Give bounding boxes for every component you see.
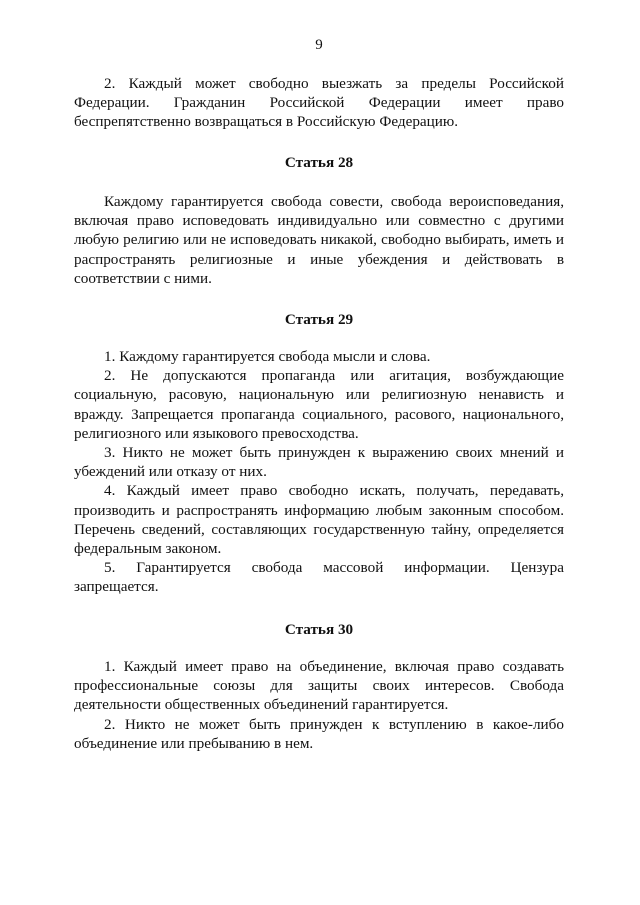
paragraph-line: вражду. Запрещается пропаганда социального, расового, национального, (74, 405, 564, 423)
paragraph-line: соответствии с ними. (74, 269, 212, 287)
paragraph-line: Каждому гарантируется свобода совести, свобода вероисповедания, (104, 193, 564, 210)
paragraph-line: федеральным законом. (74, 540, 222, 558)
article-heading: Статья 28 (284, 154, 354, 171)
paragraph-line: включая право исповедовать индивидуально или совместно с другими (74, 212, 564, 230)
paragraph-line: 1. Каждому гарантируется свобода мысли и слова. (104, 348, 431, 365)
article-heading: Статья 29 (284, 311, 354, 328)
paragraph-line: беспрепятственно возвращаться в Российскую Федерацию. (74, 113, 459, 131)
article-30-body (74, 657, 564, 753)
paragraph-line: Федерации. Гражданин Российской Федерации имеет право (74, 94, 564, 112)
paragraph-line: Перечень сведений, составляющих государственную тайну, определяется (74, 520, 564, 538)
paragraph-line: производить и распространять информацию любым законным способом. (74, 501, 564, 519)
article-28-body (74, 192, 564, 288)
paragraph-line: социальную, расовую, национальную или религиозную ненависть и (74, 386, 564, 404)
article-heading: Статья 30 (284, 621, 354, 638)
paragraph-line: 3. Никто не может быть принужден к выражению своих мнений и (104, 444, 564, 462)
paragraph-line: объединение или пребыванию в нем. (74, 734, 314, 752)
paragraph-line: 2. Никто не может быть принужден к вступлению в какое-либо (104, 715, 564, 733)
paragraph-line: любую религию или не исповедовать никакой, свободно выбирать, иметь и (74, 231, 564, 249)
article-30 (74, 620, 564, 639)
paragraph-line: 1. Каждый имеет право на объединение, включая право создавать (104, 658, 564, 675)
paragraph-line: убеждений или отказу от них. (74, 463, 267, 481)
paragraph-line: деятельности общественных объединений гарантируется. (74, 696, 449, 714)
page-number: 9 (315, 37, 323, 53)
paragraph-line: 4. Каждый имеет право свободно искать, получать, передавать, (104, 482, 564, 500)
paragraph-line: запрещается. (74, 578, 159, 596)
paragraph-line: 2. Каждый может свободно выезжать за пределы Российской (104, 75, 564, 92)
paragraph-line: распространять религиозные и иные убеждения и действовать в (74, 250, 564, 268)
article-27-part-2 (74, 74, 564, 132)
article-29-body (74, 347, 564, 597)
paragraph-line: религиозного или языкового превосходства. (74, 424, 359, 442)
article-28 (74, 153, 564, 172)
article-29 (74, 310, 564, 329)
paragraph-line: 5. Гарантируется свобода массовой информации. Цензура (104, 559, 564, 577)
paragraph-line: 2. Не допускаются пропаганда или агитация, возбуждающие (104, 367, 564, 385)
paragraph-line: профессиональные союзы для защиты своих интересов. Свобода (74, 677, 564, 695)
